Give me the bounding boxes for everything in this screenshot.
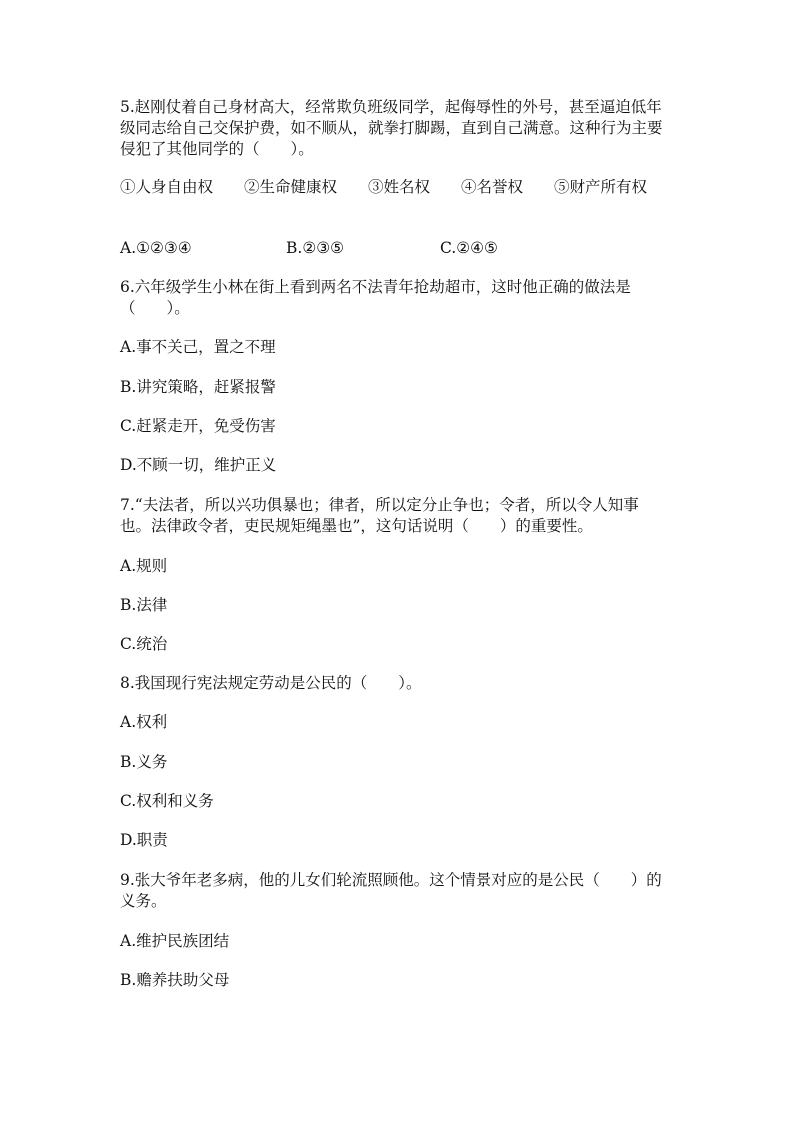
question-6-option-b[interactable]: B.讲究策略，赶紧报警 bbox=[120, 378, 276, 396]
question-8-option-b[interactable]: B.义务 bbox=[120, 753, 168, 771]
option-a[interactable]: A.①②③④ bbox=[120, 239, 192, 257]
question-9-stem: 9.张大爷年老多病，他的儿女们轮流照顾他。这个情景对应的是公民（ ）的义务。 bbox=[120, 871, 662, 910]
question-8-option-c[interactable]: C.权利和义务 bbox=[120, 792, 214, 810]
question-8-stem: 8.我国现行宪法规定劳动是公民的（ ）。 bbox=[120, 674, 422, 692]
question-9-option-b[interactable]: B.赡养扶助父母 bbox=[120, 971, 230, 989]
question-8-option-a[interactable]: A.权利 bbox=[120, 713, 168, 731]
question-5-stem: 5.赵刚仗着自己身材高大，经常欺负班级同学，起侮辱性的外号，甚至逼迫低年级同志给自己交保护费，如不顺从，就拳打脚踢，直到自己满意。这种行为主要侵犯了其他同学的（ ）。 bbox=[120, 98, 663, 158]
question-8-option-d[interactable]: D.职责 bbox=[120, 831, 168, 849]
question-5-items: ①人身自由权 ②生命健康权 ③姓名权 ④名誉权 ⑤财产所有权 bbox=[120, 178, 648, 196]
question-7-option-a[interactable]: A.规则 bbox=[120, 557, 168, 575]
question-5-options bbox=[120, 238, 665, 260]
question-9-option-a[interactable]: A.维护民族团结 bbox=[120, 932, 230, 950]
question-6-option-d[interactable]: D.不顾一切，维护正义 bbox=[120, 456, 277, 474]
option-c[interactable]: C.②④⑤ bbox=[440, 239, 498, 257]
question-6-option-a[interactable]: A.事不关己，置之不理 bbox=[120, 338, 276, 356]
option-b[interactable]: B.②③⑤ bbox=[286, 239, 345, 257]
question-7-stem: 7.“夫法者，所以兴功俱暴也；律者，所以定分止争也；令者，所以令人知事也。法律政令者，吏民规矩绳墨也”，这句话说明（ ）的重要性。 bbox=[120, 496, 639, 535]
question-7-option-b[interactable]: B.法律 bbox=[120, 596, 168, 614]
question-7-option-c[interactable]: C.统治 bbox=[120, 635, 168, 653]
question-6-stem: 6.六年级学生小林在街上看到两名不法青年抢劫超市，这时他正确的做法是（ ）。 bbox=[120, 278, 631, 317]
question-6-option-c[interactable]: C.赶紧走开，免受伤害 bbox=[120, 417, 276, 435]
